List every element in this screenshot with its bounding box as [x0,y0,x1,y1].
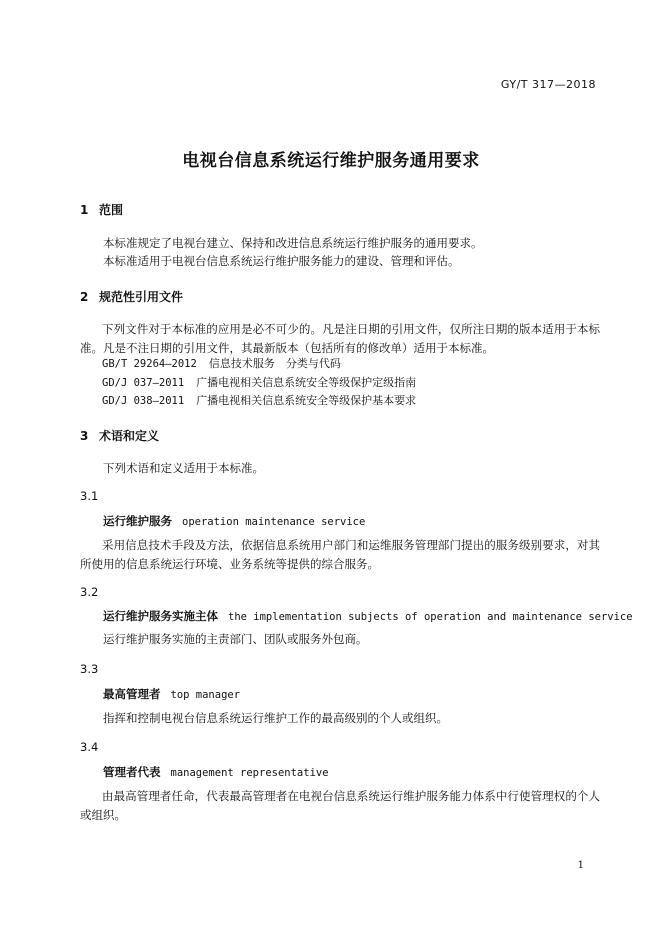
reference-title: 广播电视相关信息系统安全等级保护基本要求 [196,394,417,407]
term-number: 3.1 [80,489,99,503]
reference-item [102,355,341,371]
term-definition: 指挥和控制电视台信息系统运行维护工作的最高级别的个人或组织。 [103,711,448,725]
term-number: 3.4 [80,740,99,754]
term-heading [103,608,633,624]
section-number: 1 [80,203,89,217]
section-2-heading [80,288,183,305]
normative-references-intro: 下列文件对于本标准的应用是必不可少的。凡是注日期的引用文件，仅所注日期的版本适用于本标准。凡是不注日期的引用文件，其最新版本（包括所有的修改单）适用于本标准。 [80,322,600,355]
term-heading [103,513,365,529]
section-number: 2 [80,290,89,304]
section-3-heading [80,427,159,444]
section-title: 规范性引用文件 [99,290,184,304]
document-title: 电视台信息系统运行维护服务通用要求 [182,151,480,171]
terms-intro: 下列术语和定义适用于本标准。 [103,461,264,475]
term-zh: 管理者代表 [103,765,161,779]
reference-code: GB/T 29264—2012 [102,358,197,370]
term-definition: 由最高管理者任命，代表最高管理者在电视台信息系统运行维护服务能力体系中行使管理权的个人或组织。 [80,789,600,822]
section-number: 3 [80,429,89,443]
term-en: top manager [170,689,241,701]
reference-title: 广播电视相关信息系统安全等级保护定级指南 [196,376,417,389]
term-heading [103,764,329,780]
section-title: 术语和定义 [99,429,160,443]
page-number: 1 [577,860,584,871]
reference-title: 信息技术服务 分类与代码 [208,357,341,370]
reference-code: GD/J 038—2011 [102,395,185,407]
scope-paragraph-1: 本标准规定了电视台建立、保持和改进信息系统运行维护服务的通用要求。 [103,236,483,250]
term-number: 3.2 [80,585,99,599]
reference-item [102,374,416,390]
standard-code: GY/T 317—2018 [500,78,596,91]
term-definition: 采用信息技术手段及方法，依据信息系统用户部门和运维服务管理部门提出的服务级别要求，对其所使用的信息系统运行环境、业务系统等提供的综合服务。 [80,538,600,571]
term-number: 3.3 [80,662,99,676]
scope-paragraph-2: 本标准适用于电视台信息系统运行维护服务能力的建设、管理和评估。 [103,254,460,268]
reference-code: GD/J 037—2011 [102,377,185,389]
section-1-heading [80,201,123,218]
term-zh: 运行维护服务实施主体 [103,609,218,623]
term-en: the implementation subjects of operation and maintenance service [228,611,633,623]
term-zh: 最高管理者 [103,687,161,701]
section-title: 范围 [99,203,124,217]
reference-item [102,392,416,408]
term-definition: 运行维护服务实施的主责部门、团队或服务外包商。 [103,632,368,646]
term-en: operation maintenance service [182,516,366,528]
term-en: management representative [170,767,329,779]
term-zh: 运行维护服务 [103,514,172,528]
term-heading [103,686,240,702]
